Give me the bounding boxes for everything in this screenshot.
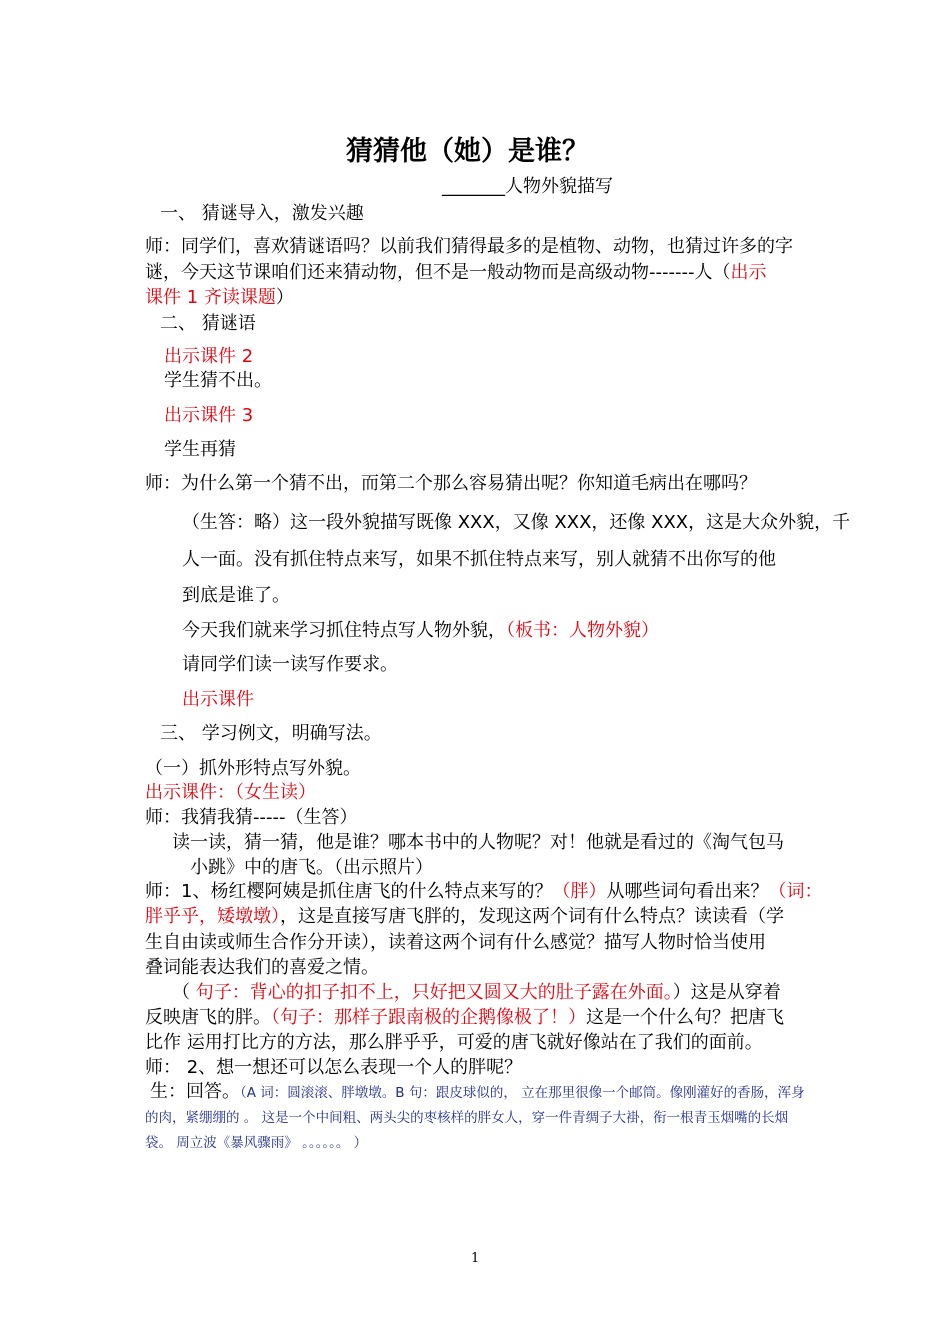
text: ）这是从穿着 xyxy=(672,982,781,1003)
section-heading-2: 二、 猜谜语 xyxy=(160,313,256,334)
paragraph-1-line-3 xyxy=(145,287,294,309)
text: ，这是直接写唐飞胖的，发现这两个词有什么特点？读读看（学 xyxy=(280,906,784,927)
text: 这是一个什么句？把唐飞 xyxy=(586,1007,784,1028)
answer-highlight: （胖） xyxy=(552,881,607,902)
courseware-marker-3: 出示课件 3 xyxy=(164,405,254,426)
today-text: 今天我们就来学习抓住特点写人物外貌， xyxy=(182,620,506,641)
paragraph-3-line-4: 叠词能表达我们的喜爱之情。 xyxy=(145,957,379,978)
student-answer-line-2: 的肉，紧绷绷的 。 这是一个中间粗、两头尖的枣核样的胖女人，穿一件青绸子大褂，衔一根青玉烟嘴的长烟 xyxy=(145,1110,789,1126)
teacher-line: 师：我猜我猜-----（生答） xyxy=(145,807,358,828)
student-response: 学生猜不出。 xyxy=(164,370,272,391)
subtitle: _______人物外貌描写 xyxy=(442,176,613,197)
answer-line-3: 到底是谁了。 xyxy=(182,585,290,606)
answer-line-1: （生答：略）这一段外貌描写既像 XXX，又像 XXX，还像 XXX，这是大众外貌，千 xyxy=(182,512,851,533)
courseware-marker-2: 出示课件 2 xyxy=(164,346,254,367)
page-number: 1 xyxy=(471,1251,480,1266)
paragraph-3-line-2 xyxy=(145,906,784,928)
paragraph-1-line-2 xyxy=(145,262,766,284)
reading-line-2: 小跳》中的唐飞。（出示照片） xyxy=(190,857,433,878)
paragraph-3-line-7: 比作 运用打比方的方法，那么胖乎乎，可爱的唐飞就好像站在了我们的面前。 xyxy=(145,1032,763,1053)
section-heading-1: 一、 猜谜导入，激发兴趣 xyxy=(160,203,364,224)
paragraph-1-line-1: 师：同学们，喜欢猜谜语吗？以前我们猜得最多的是植物、动物，也猜过许多的字 xyxy=(145,236,793,257)
paragraph-3-line-8: 师： 2、想一想还可以怎么表现一个人的胖呢？ xyxy=(145,1057,523,1078)
paragraph-3-line-5 xyxy=(172,982,781,1004)
paragraph-3-line-1 xyxy=(145,881,822,903)
answer-highlight: （词： xyxy=(768,881,823,902)
closing-paren: ） xyxy=(275,287,294,308)
text: 反映唐飞的胖。 xyxy=(145,1007,271,1028)
student-answer-line-3: 袋。 周立波《暴风骤雨》 。。。。。。 ） xyxy=(145,1135,368,1151)
student-response: 学生再猜 xyxy=(164,439,236,460)
sentence-highlight: 句子：背心的扣子扣不上，只好把又圆又大的肚子露在外面。 xyxy=(195,982,673,1003)
teacher-question: 师：为什么第一个猜不出，而第二个那么容易猜出呢？你知道毛病出在哪吗？ xyxy=(145,473,757,494)
read-requirement: 请同学们读一读写作要求。 xyxy=(182,654,398,675)
sentence-highlight: （句子：那样子跟南极的企鹅像极了！） xyxy=(271,1007,586,1028)
today-line xyxy=(182,620,659,642)
courseware-marker: 课件 1 齐读课题 xyxy=(145,287,276,308)
courseware-marker: 出示课件 xyxy=(182,689,254,710)
reading-line-1: 读一读，猜一猜，他是谁？哪本书中的人物呢？对！他就是看过的《淘气包马 xyxy=(172,832,784,853)
paragraph-3-line-3: 生自由读或师生合作分开读），读着这两个词有什么感觉？描写人物时恰当使用 xyxy=(145,932,766,953)
courseware-marker: 出示 xyxy=(730,262,767,283)
answer-lead: 生：回答。 xyxy=(150,1081,240,1102)
student-answer-line-1 xyxy=(150,1081,805,1103)
text: （ xyxy=(172,982,196,1003)
blackboard-note: （板书：人物外貌） xyxy=(506,620,659,641)
paragraph-3-line-6 xyxy=(145,1007,784,1029)
page-title: 猜猜他（她）是谁？ xyxy=(346,136,589,167)
text: 师：1、杨红樱阿姨是抓住唐飞的什么特点来写的？ xyxy=(145,881,553,902)
answer-highlight: 胖乎乎，矮墩墩） xyxy=(145,906,280,927)
subsection-heading: （一）抓外形特点写外貌。 xyxy=(145,758,361,779)
text: 从哪些词句看出来？ xyxy=(606,881,769,902)
section-heading-3: 三、 学习例文，明确写法。 xyxy=(160,723,382,744)
example-answers: （A 词：圆滚滚、胖墩墩。B 句：跟皮球似的， 立在那里很像一个邮筒。像刚灌好的香肠，浑身 xyxy=(240,1085,805,1101)
paragraph-1-text: 谜，今天这节课咱们还来猜动物，但不是一般动物而是高级动物-------人（ xyxy=(145,262,731,283)
courseware-marker: 出示课件：（女生读） xyxy=(145,782,316,803)
answer-line-2: 人一面。没有抓住特点来写，如果不抓住特点来写，别人就猜不出你写的他 xyxy=(182,549,776,570)
